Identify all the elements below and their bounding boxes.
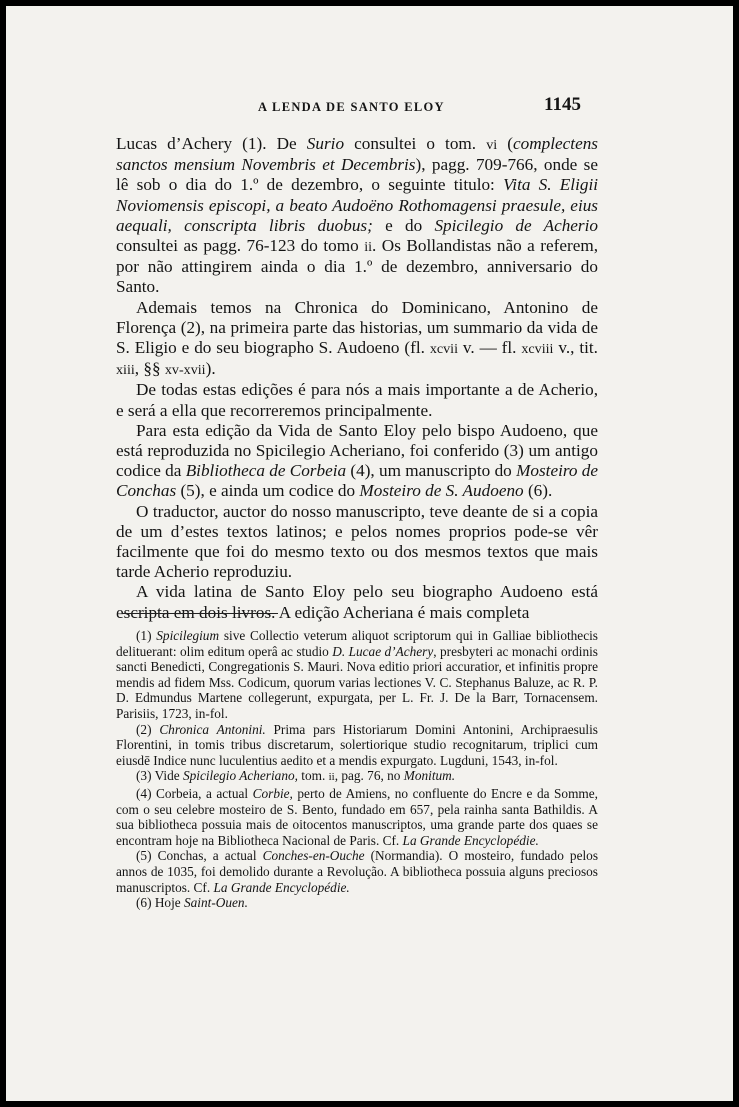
italic-text: Bibliotheca de Corbeia <box>185 461 347 481</box>
text-run: consultei o tom. <box>344 134 487 153</box>
italic-text: Spicilegium <box>156 628 220 643</box>
footnote <box>116 848 598 895</box>
text-run: (3) Vide <box>136 768 183 784</box>
text-run: perto de Amiens, no confluente do Encre e da Somme, com o seu celebre mosteiro de S. Bento, fundado em 657, pela rainha santa Bathildis. A sua bibliotheca possuia mais de oitocentos manuscriptos, uma grande parte dos quaes se encontram hoje na Bibliotheca Nacional de Paris. Cf. <box>116 785 598 848</box>
footnote <box>116 786 598 848</box>
roman-numeral: xcviii <box>521 341 554 358</box>
footnote-divider <box>122 613 278 614</box>
page-header <box>6 94 733 124</box>
body-paragraph <box>116 380 598 420</box>
text-run: (5), e ainda um codice do <box>176 481 360 501</box>
italic-text: Spicilegio Acheriano, <box>182 768 298 784</box>
text-run: (5) Conchas, a actual <box>136 848 263 864</box>
text-run: v. — fl. <box>458 338 522 358</box>
italic-text: Conches-en-Ouche <box>262 848 365 864</box>
text-run: sive Collectio veterum aliquot scriptorum qui in Galliae bibliothecis delituerant: olim editum operâ ac studio <box>116 628 598 659</box>
text-run: tom. <box>297 768 329 784</box>
roman-numeral: xcvii <box>429 341 459 358</box>
text-run: e do <box>372 215 435 235</box>
italic-text: Vita S. Eligii Noviomensis episcopi, a beato Audoëno Rothomagensi praesule, eius aequali, conscripta libris duobus; <box>116 175 598 235</box>
body-paragraph <box>116 582 598 622</box>
text-run: (4) Corbeia, a actual <box>136 785 253 801</box>
page-number: 1145 <box>544 94 581 115</box>
text-run: (4), um manuscripto do <box>346 461 517 481</box>
text-run: (6). <box>523 481 553 501</box>
text-run: (6) Hoje <box>136 895 184 911</box>
italic-text: Chronica Antonini. <box>159 721 266 737</box>
text-run: . Os Bollandistas não a referem, por não attingirem ainda o dia 1.º de dezembro, anniversario do Santo. <box>116 236 598 297</box>
text-run: (1) <box>136 628 157 643</box>
footnote <box>116 895 598 911</box>
text-run: Prima pars Historiarum Domini Antonini, Archipraesulis Florentini, in tomis tribus discretarum, solertiorique studio recognitarum, triplici cum eiusdē Indice nunc luculentius aedito et a mendis expurgato. Lugduni, 1543, in-fol. <box>116 721 598 768</box>
text-run: (Normandia). O mosteiro, fundado pelos annos de 1035, foi demolido durante a Revolução. A bibliotheca possuia alguns preciosos manuscriptos. Cf. <box>116 848 599 895</box>
roman-numeral: ii <box>364 239 373 256</box>
footnote <box>116 722 598 769</box>
italic-text: Surio <box>306 134 345 153</box>
text-run: Lucas d’Achery (1). De <box>116 134 307 153</box>
body-paragraph <box>116 502 598 583</box>
text-run: Ademais temos na Chronica do Dominicano, Antonino de Florença (2), na primeira parte das historias, um summario da vida de S. Eligio e do seu biographo S. Audoeno (fl. <box>116 297 598 358</box>
italic-text: Saint-Ouen. <box>184 895 248 911</box>
body-paragraph <box>116 298 598 381</box>
text-run: ( <box>497 134 514 153</box>
text-run: , presbyteri ac monachi ordinis sancti Benedicti, Congregationis S. Mauri. Nova editio priori accuratior, et infinitis propre mendis ad fidem Mss. Codicum, quorum varias lectiones V. C. Stephanus Baluze, ac R. P. D. Edmundus Martene collegerunt, expurgata, per L. Fr. J. De la Barr, Tornacensem. Parisiis, 1723, in-fol. <box>116 643 598 721</box>
italic-text: complectens sanctos mensium Novembris et Decembris <box>116 134 598 175</box>
text-run: De todas estas edições é para nós a mais importante a de Acherio, e será a ella que recorreremos principalmente. <box>116 380 598 420</box>
italic-text: Corbie, <box>252 785 293 801</box>
italic-text: Spicilegio de Acherio <box>434 215 598 235</box>
text-run: Para esta edição da Vida de Santo Eloy pelo bispo Audoeno, que está reproduzida no Spicilegio Acheriano, foi conferido (3) um antigo codice da <box>116 420 598 481</box>
body-text <box>116 134 598 623</box>
body-paragraph <box>116 421 598 502</box>
text-run: (2) <box>136 721 160 737</box>
footnotes <box>116 628 598 911</box>
italic-text: D. Lucae d’Achery <box>332 643 434 659</box>
body-paragraph <box>116 134 598 298</box>
text-run: O traductor, auctor do nosso manuscripto, teve deante de si a copia de um d’estes textos latinos; e pelos nomes proprios pode-se vêr facilmente que foi do mesmo texto ou dos mesmos textos que mais tarde Acherio reproduziu. <box>116 501 598 582</box>
text-run: , pag. 76, no <box>334 768 404 784</box>
footnote <box>116 768 598 786</box>
text-run: , §§ <box>134 359 165 379</box>
italic-text: La Grande Encyclopédie. <box>213 879 350 895</box>
italic-text: La Grande Encyclopédie. <box>402 832 539 848</box>
roman-numeral: xiii <box>116 362 135 379</box>
running-title: A LENDA DE SANTO ELOY <box>258 100 445 114</box>
italic-text: Mosteiro de Conchas <box>116 461 599 501</box>
italic-text: Mosteiro de S. Audoeno <box>359 481 524 501</box>
text-run: v., tit. <box>553 338 598 358</box>
roman-numeral: xv-xvii <box>164 362 206 379</box>
text-run: ), pagg. 709-766, onde se lê sob o dia do 1.º de dezembro, o seguinte titulo: <box>116 155 598 195</box>
roman-numeral: vi <box>486 137 498 153</box>
roman-numeral: ii <box>328 771 335 784</box>
footnote <box>116 628 598 722</box>
italic-text: Monitum. <box>403 768 456 784</box>
text-run: consultei as pagg. 76-123 do tomo <box>116 236 365 256</box>
book-page <box>6 6 733 1101</box>
text-run: A vida latina de Santo Eloy pelo seu biographo Audoeno está escripta em dois livros. A edição Acheriana é mais completa <box>116 582 598 622</box>
text-run: ). <box>205 359 216 379</box>
